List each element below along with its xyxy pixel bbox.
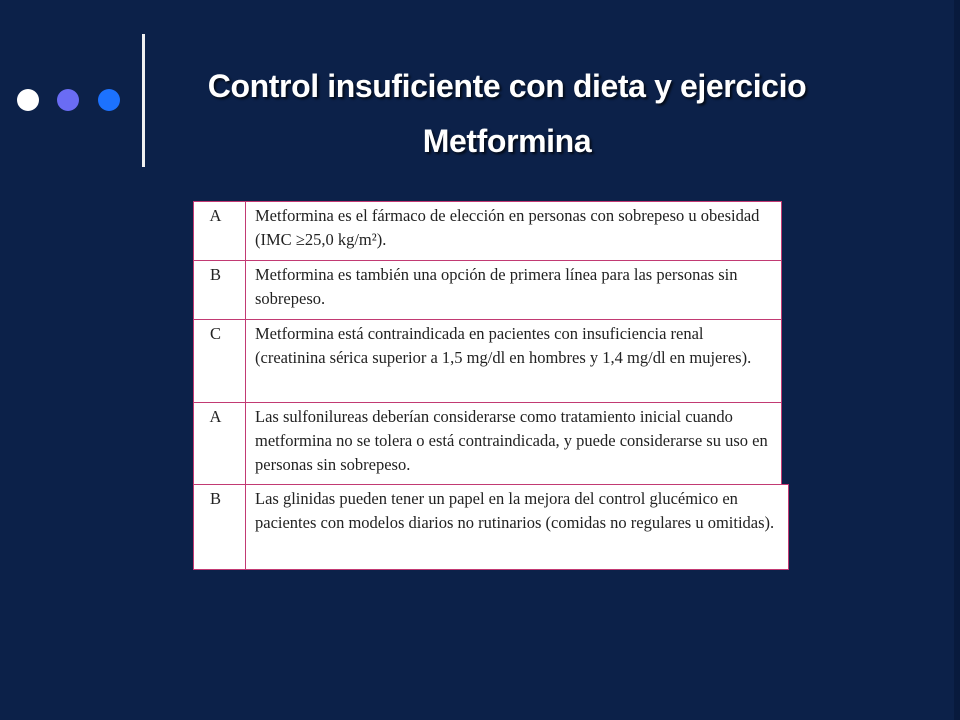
- recommendations-table-continued: [193, 484, 789, 570]
- grade-cell: A: [194, 403, 246, 486]
- blue-bullet-dot-icon: [98, 89, 120, 111]
- table-row: [194, 485, 789, 570]
- violet-bullet-dot-icon: [57, 89, 79, 111]
- recommendation-text: Las sulfonilureas deberían considerarse como tratamiento inicial cuando metformina no se tolera o está contraindicada, y puede considerarse su uso en personas sin sobrepeso.: [246, 403, 782, 486]
- table-row: [194, 261, 782, 320]
- recommendation-text: Metformina es también una opción de primera línea para las personas sin sobrepeso.: [246, 261, 782, 320]
- grade-cell: C: [194, 320, 246, 403]
- vertical-divider: [142, 34, 145, 167]
- recommendation-text: Metformina está contraindicada en pacientes con insuficiencia renal (creatinina sérica superior a 1,5 mg/dl en hombres y 1,4 mg/dl en mujeres).: [246, 320, 782, 403]
- slide-subtitle: Metformina: [422, 123, 592, 159]
- slide-title: Control insuficiente con dieta y ejercicio: [207, 68, 807, 104]
- recommendation-text: Metformina es el fármaco de elección en personas con sobrepeso u obesidad (IMC ≥25,0 kg/m²).: [246, 202, 782, 261]
- table-row: [194, 320, 782, 403]
- grade-cell: B: [194, 261, 246, 320]
- slide-edge: [954, 0, 960, 720]
- table-row: [194, 403, 782, 486]
- recommendations-table: [193, 201, 782, 486]
- grade-cell: B: [194, 485, 246, 570]
- recommendation-text: Las glinidas pueden tener un papel en la mejora del control glucémico en pacientes con modelos diarios no rutinarios (comidas no regulares u omitidas).: [246, 485, 789, 570]
- grade-cell: A: [194, 202, 246, 261]
- white-bullet-dot-icon: [17, 89, 39, 111]
- table-row: [194, 202, 782, 261]
